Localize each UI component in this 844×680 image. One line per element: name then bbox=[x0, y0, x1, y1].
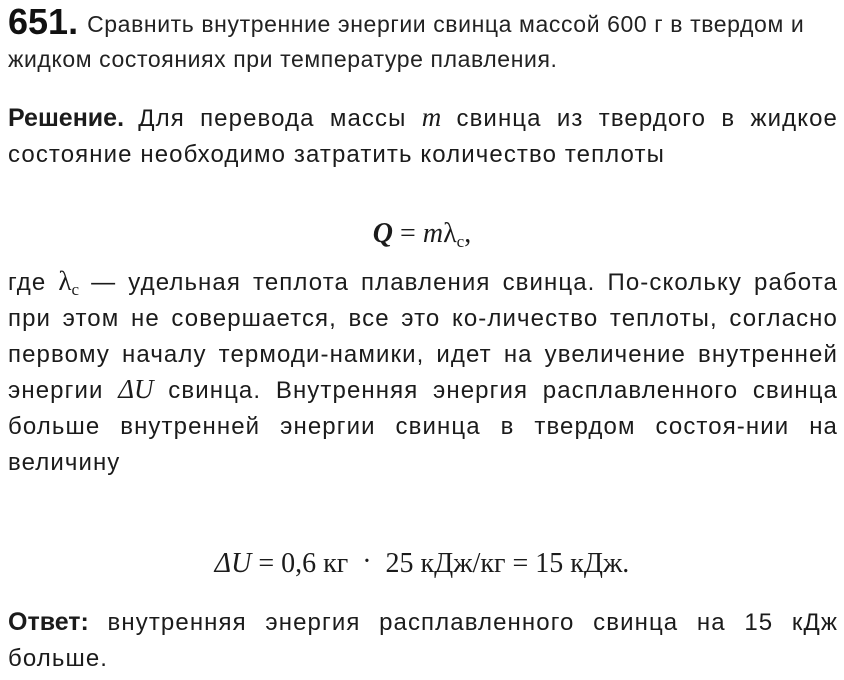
formula-comma: , bbox=[464, 218, 472, 249]
lambda-symbol: λ bbox=[58, 266, 72, 296]
solution-intro-text-2: свинца из твердого в жидкое состояние необходимо затратить количество теплоты bbox=[8, 105, 838, 168]
heat-formula bbox=[0, 216, 844, 252]
formula2-dot: · bbox=[362, 546, 372, 577]
where-word: где bbox=[8, 269, 59, 296]
explanation-text-1: — удельная теплота плавления свинца. По-скольку работа при этом не совершается, все это ко-личество теплоты, согласно первому началу термоди-намики, идет на увеличение внутренней энергии bbox=[8, 269, 838, 404]
answer-label: Ответ: bbox=[8, 608, 89, 636]
solution-label: Решение. bbox=[8, 104, 125, 132]
formula-lambda: λ bbox=[443, 218, 457, 249]
solution-explanation bbox=[8, 264, 838, 480]
formula-lambda-sub: с bbox=[456, 232, 465, 251]
problem-number: 651. bbox=[8, 1, 79, 42]
formula-q: Q bbox=[372, 218, 394, 249]
problem-statement bbox=[8, 2, 838, 77]
mass-variable: m bbox=[421, 102, 442, 132]
formula2-part2: 25 кДж/кг = 15 кДж. bbox=[385, 548, 630, 579]
answer-text: внутренняя энергия расплавленного свинца на 15 кДж больше. bbox=[8, 609, 838, 672]
formula-m: m bbox=[422, 218, 444, 249]
explanation-text-2: свинца. Внутренняя энергия расплавленного свинца больше внутренней энергии свинца в твердом состоя-нии на величину bbox=[8, 377, 838, 476]
solution-intro-text-1: Для перевода массы bbox=[138, 105, 422, 132]
formula2-part1: = 0,6 кг bbox=[251, 548, 349, 579]
formula2-delta-u: ΔU bbox=[214, 548, 252, 579]
delta-u-symbol: ΔU bbox=[118, 374, 154, 404]
answer bbox=[8, 604, 838, 676]
energy-formula bbox=[0, 546, 844, 582]
formula-equals: = bbox=[393, 218, 423, 249]
problem-text: Сравнить внутренние энергии свинца массой 600 г в твердом и жидком состояниях при температуре плавления. bbox=[8, 11, 805, 72]
lambda-subscript: с bbox=[71, 280, 80, 299]
solution-intro bbox=[8, 100, 838, 172]
